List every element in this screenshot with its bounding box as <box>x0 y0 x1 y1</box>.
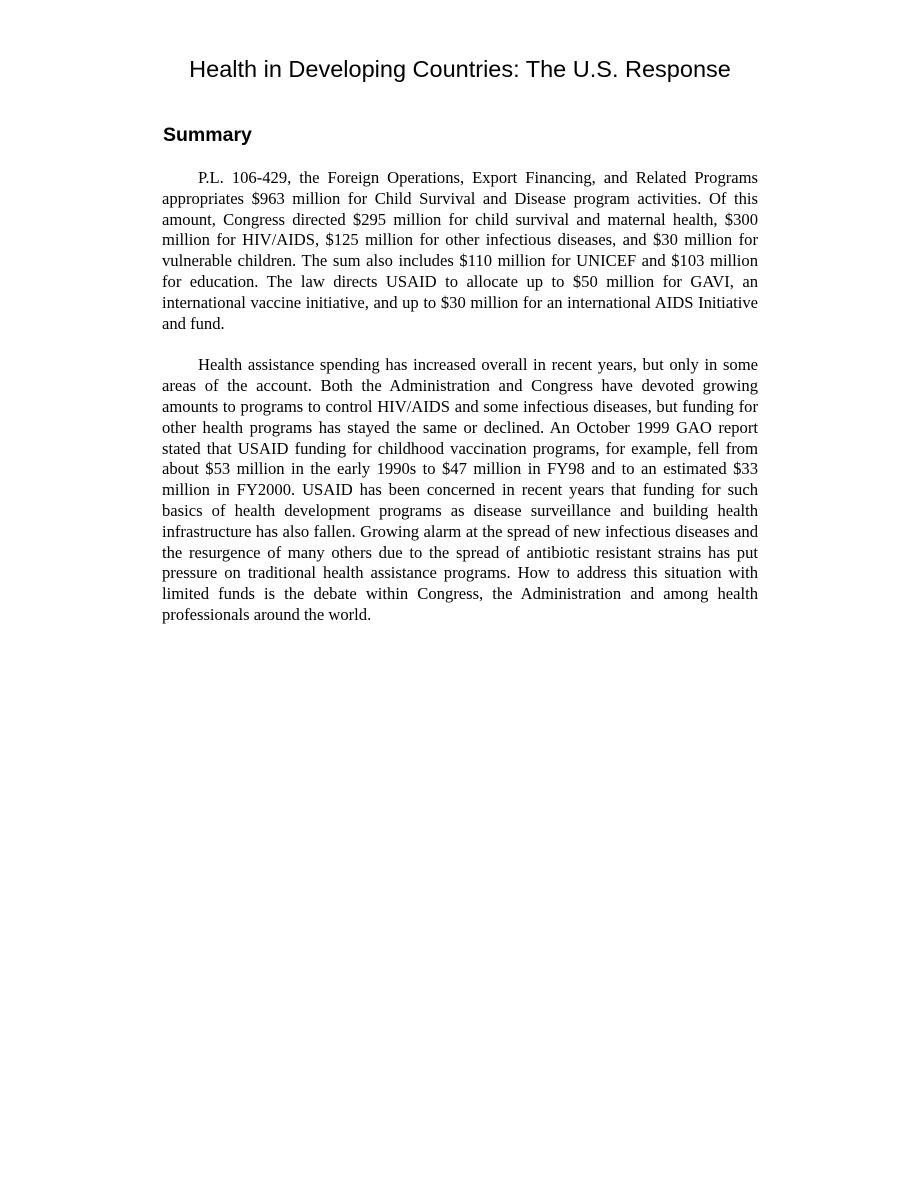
summary-paragraph-2: Health assistance spending has increased overall in recent years, but only in some areas of the account. Both the Administration and Congress have devoted growing amounts to programs to control HIV/AIDS and some infectious diseases, but funding for other health programs has stayed the same or declined. An October 1999 GAO report stated that USAID funding for childhood vaccination programs, for example, fell from about $53 million in the early 1990s to $47 million in FY98 and to an estimated $33 million in FY2000. USAID has been concerned in recent years that funding for such basics of health development programs as disease surveillance and building health infrastructure has also fallen. Growing alarm at the spread of new infectious diseases and the resurgence of many others due to the spread of antibiotic resistant strains has put pressure on traditional health assistance programs. How to address this situation with limited funds is the debate within Congress, the Administration and among health professionals around the world. <box>162 355 758 624</box>
document-title: Health in Developing Countries: The U.S. Response <box>189 56 731 82</box>
section-heading-summary: Summary <box>163 124 252 146</box>
summary-body <box>162 168 758 647</box>
summary-paragraph-1: P.L. 106-429, the Foreign Operations, Export Financing, and Related Programs appropriates $963 million for Child Survival and Disease program activities. Of this amount, Congress directed $295 million for child survival and maternal health, $300 million for HIV/AIDS, $125 million for other infectious diseases, and $30 million for vulnerable children. The sum also includes $110 million for UNICEF and $103 million for education. The law directs USAID to allocate up to $50 million for GAVI, an international vaccine initiative, and up to $30 million for an international AIDS Initiative and fund. <box>162 168 758 333</box>
